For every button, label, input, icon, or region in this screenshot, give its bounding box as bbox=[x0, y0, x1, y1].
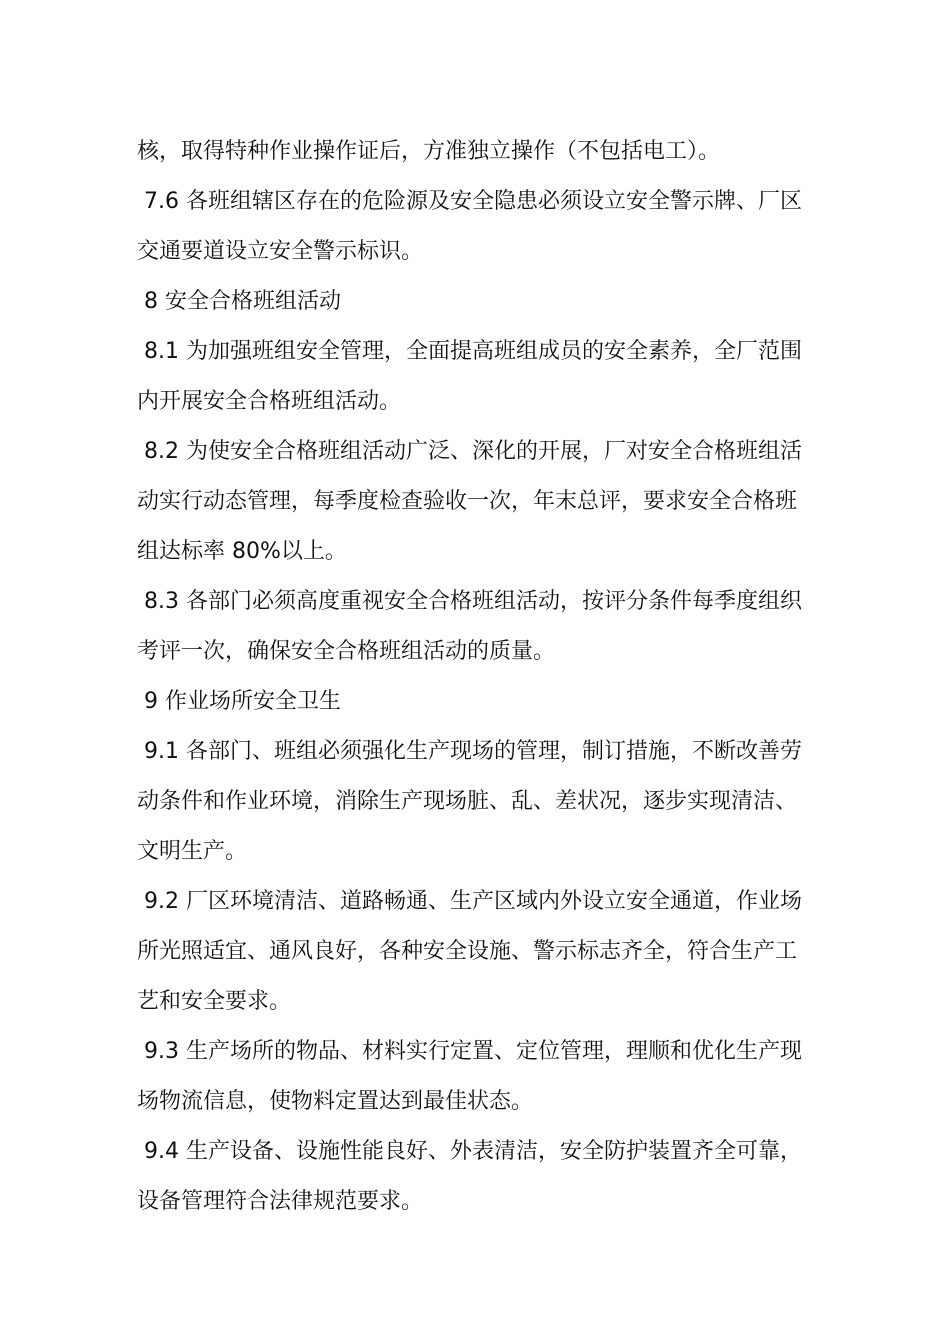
clause-9-4-line-1: 9.4 生产设备、设施性能良好、外表清洁，安全防护装置齐全可靠， bbox=[144, 1139, 802, 1164]
clause-8-2-line-2: 动实行动态管理，每季度检查验收一次，年末总评，要求安全合格班 bbox=[137, 489, 798, 514]
clause-8-3-line-1: 8.3 各部门必须高度重视安全合格班组活动，按评分条件每季度组织 bbox=[144, 589, 802, 614]
clause-8-2-line-3: 组达标率 80%以上。 bbox=[137, 539, 347, 564]
section-9-heading: 9 作业场所安全卫生 bbox=[144, 689, 341, 714]
section-8-heading: 8 安全合格班组活动 bbox=[144, 289, 341, 314]
clause-7-6-line-1: 7.6 各班组辖区存在的危险源及安全隐患必须设立安全警示牌、厂区 bbox=[144, 189, 802, 214]
document-body bbox=[137, 127, 817, 1227]
clause-9-1-line-3: 文明生产。 bbox=[137, 839, 248, 864]
clause-9-2-line-3: 艺和安全要求。 bbox=[137, 989, 292, 1014]
clause-9-2-line-1: 9.2 厂区环境清洁、道路畅通、生产区域内外设立安全通道，作业场 bbox=[144, 889, 802, 914]
clause-9-2-line-2: 所光照适宜、通风良好，各种安全设施、警示标志齐全，符合生产工 bbox=[137, 939, 798, 964]
clause-9-3-line-2: 场物流信息，使物料定置达到最佳状态。 bbox=[137, 1089, 534, 1114]
clause-8-2-line-1: 8.2 为使安全合格班组活动广泛、深化的开展，厂对安全合格班组活 bbox=[144, 439, 802, 464]
clause-9-4-line-2: 设备管理符合法律规范要求。 bbox=[137, 1189, 424, 1214]
clause-8-3-line-2: 考评一次，确保安全合格班组活动的质量。 bbox=[137, 639, 556, 664]
clause-7-6-line-2: 交通要道设立安全警示标识。 bbox=[137, 239, 424, 264]
clause-9-1-line-1: 9.1 各部门、班组必须强化生产现场的管理，制订措施，不断改善劳 bbox=[144, 739, 802, 764]
clause-8-1-line-1: 8.1 为加强班组安全管理，全面提高班组成员的安全素养，全厂范围 bbox=[144, 339, 802, 364]
text-line-continuation: 核，取得特种作业操作证后，方准独立操作（不包括电工）。 bbox=[137, 139, 721, 164]
clause-8-1-line-2: 内开展安全合格班组活动。 bbox=[137, 389, 402, 414]
clause-9-3-line-1: 9.3 生产场所的物品、材料实行定置、定位管理，理顺和优化生产现 bbox=[144, 1039, 802, 1064]
clause-9-1-line-2: 动条件和作业环境，消除生产现场脏、乱、差状况，逐步实现清洁、 bbox=[137, 789, 798, 814]
